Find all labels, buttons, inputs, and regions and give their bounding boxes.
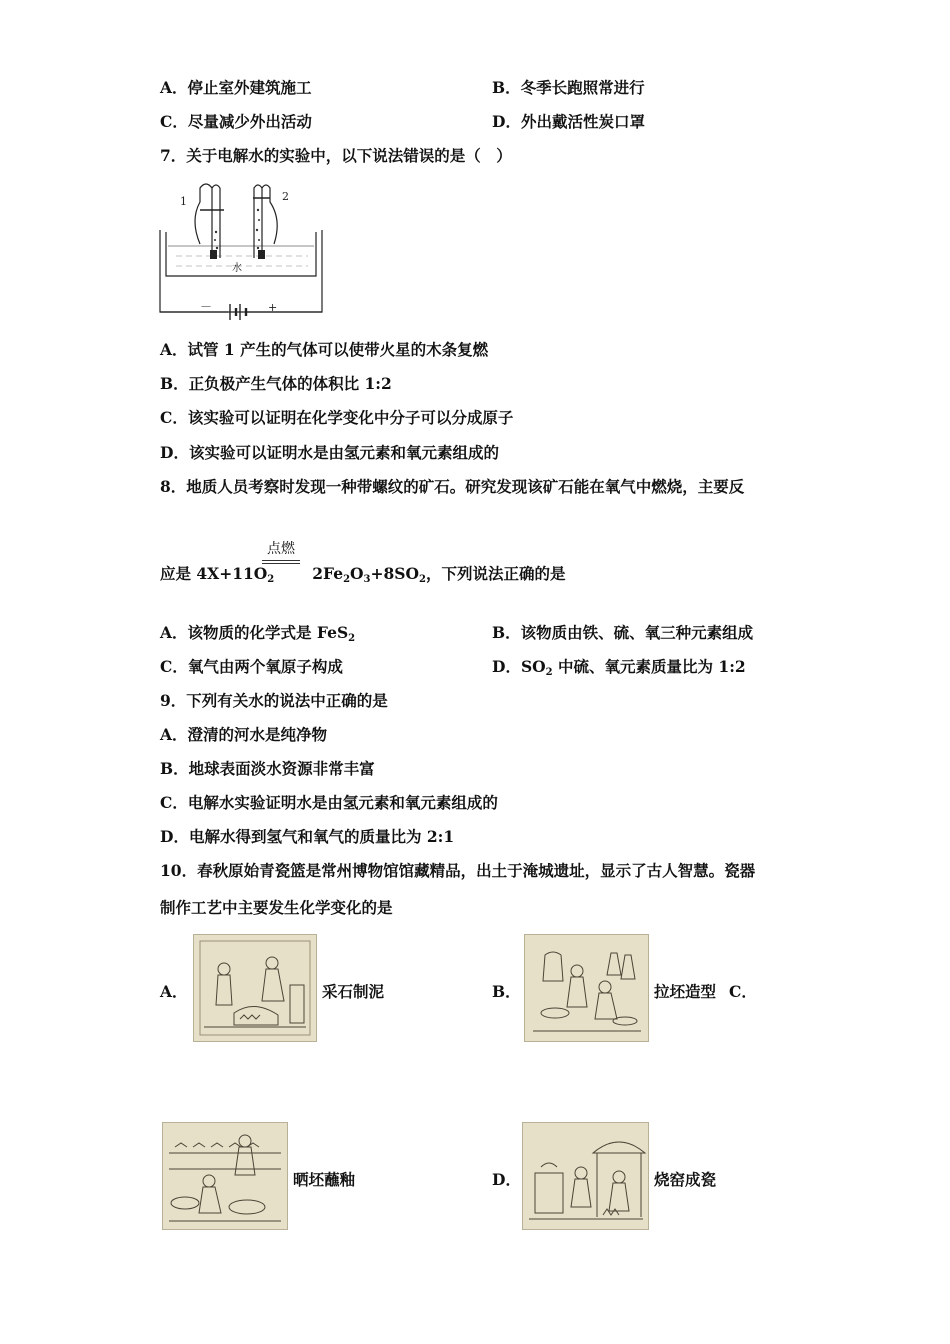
q7-option-d: D．该实验可以证明水是由氢元素和氧元素组成的 <box>160 443 499 462</box>
q8-option-d-pre: D．SO <box>492 657 546 676</box>
q9-option-b: B．地球表面淡水资源非常丰富 <box>160 759 375 778</box>
eq-product-o: O <box>350 564 364 583</box>
q10-option-b-image <box>524 934 649 1042</box>
q10-stem-line1: 10．春秋原始青瓷篮是常州博物馆馆藏精品，出土于淹城遗址，显示了古人智慧。瓷器 <box>160 861 756 880</box>
q10-option-c-label: C． <box>729 982 757 1001</box>
eq-sub-o3: 3 <box>363 574 371 585</box>
q8-option-a <box>160 623 355 643</box>
q8-stem: 8．地质人员考察时发现一种带螺纹的矿石。研究发现该矿石能在氧气中燃烧，主要反 <box>160 477 745 496</box>
q8-option-d-sub: 2 <box>545 667 553 678</box>
minus-label: － <box>200 300 213 314</box>
eq-prefix: 应是 4X+11O <box>160 564 268 583</box>
q10-option-d-image <box>522 1122 649 1230</box>
q8-option-c: C．氧气由两个氧原子构成 <box>160 657 343 676</box>
electrolysis-diagram <box>158 180 324 326</box>
q8-option-d <box>492 657 746 677</box>
q9-option-c: C．电解水实验证明水是由氢元素和氧元素组成的 <box>160 793 498 812</box>
q8-option-b: B．该物质由铁、硫、氧三种元素组成 <box>492 623 754 642</box>
water-label: 水 <box>232 263 242 274</box>
q10-option-a-label: A． <box>160 982 188 1001</box>
reaction-condition <box>262 538 300 564</box>
eq-product-fe: 2Fe <box>312 564 344 583</box>
q7-option-a: A．试管 1 产生的气体可以使带火星的木条复燃 <box>160 340 489 359</box>
q6-option-d: D．外出戴活性炭口罩 <box>492 112 645 131</box>
plus-label: + <box>268 301 278 314</box>
q8-option-d-post: 中硫、氧元素质量比为 1:2 <box>552 657 746 676</box>
q9-option-d: D．电解水得到氢气和氧气的质量比为 2:1 <box>160 827 455 846</box>
tube1-label: 1 <box>180 195 187 208</box>
eq-sub-o2: 2 <box>267 574 275 585</box>
q8-option-a-text: A．该物质的化学式是 FeS <box>160 623 349 642</box>
q9-stem: 9．下列有关水的说法中正确的是 <box>160 691 388 710</box>
q10-option-a-text: 采石制泥 <box>322 982 385 1001</box>
q7-option-c: C．该实验可以证明在化学变化中分子可以分成原子 <box>160 408 514 427</box>
eq-product-so: +8SO <box>370 564 419 583</box>
q10-option-a-image <box>193 934 317 1042</box>
q10-option-b-label: B． <box>492 982 521 1001</box>
q8-equation <box>160 564 565 584</box>
eq-suffix: ，下列说法正确的是 <box>425 564 566 583</box>
tube2-label: 2 <box>282 190 289 203</box>
q10-option-d-text: 烧窑成瓷 <box>654 1170 717 1189</box>
q7-option-b: B．正负极产生气体的体积比 1:2 <box>160 374 392 393</box>
q9-option-a: A．澄清的河水是纯净物 <box>160 725 328 744</box>
q10-option-d-label: D． <box>492 1170 521 1189</box>
q6-option-a: A．停止室外建筑施工 <box>160 78 312 97</box>
condition-text: 点燃 <box>267 541 295 557</box>
q10-stem-line2: 制作工艺中主要发生化学变化的是 <box>160 898 393 917</box>
q6-option-b: B．冬季长跑照常进行 <box>492 78 645 97</box>
q7-stem: 7．关于电解水的实验中，以下说法错误的是（ ） <box>160 146 512 165</box>
eq-sub-fe: 2 <box>343 574 351 585</box>
q8-option-a-sub: 2 <box>348 633 356 644</box>
q10-option-b-text: 拉坯造型 <box>654 982 717 1001</box>
q10-option-c-image <box>162 1122 288 1230</box>
eq-sub-so2: 2 <box>418 574 426 585</box>
q10-option-c-text: 晒坯蘸釉 <box>293 1170 356 1189</box>
q6-option-c: C．尽量减少外出活动 <box>160 112 312 131</box>
